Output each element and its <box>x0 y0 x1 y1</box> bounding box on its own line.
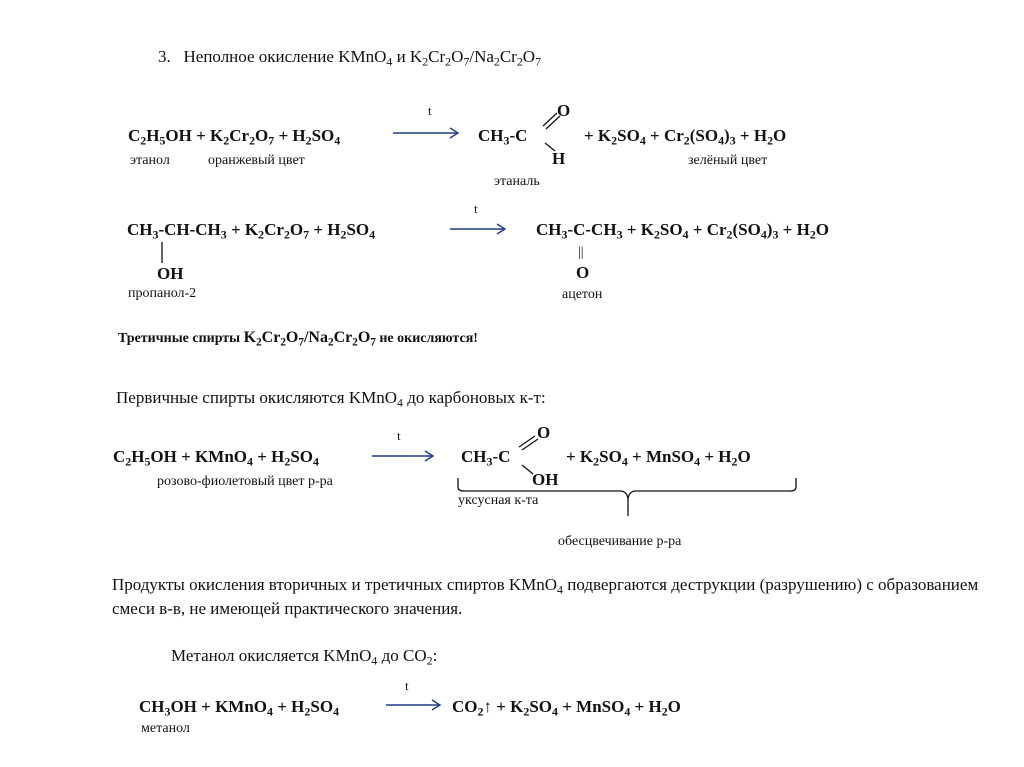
reaction4-products: $CO_2↑ + K_2SO_4$ + MnSO$_4$ + $H_2O$ <box>452 697 681 719</box>
reaction2-oh-group: OH <box>157 264 184 283</box>
primary-alcohols-heading: Первичные спирты окисляются KMnO$_4$ до карбоновых к-т: <box>116 388 546 410</box>
paragraph-secondary-tertiary: Продукты окисления вторичных и третичных спиртов KMnO$_4$ подвергаются деструкции (разрушению) с образованием смеси в-в, не имеющей практического значения. <box>112 575 979 618</box>
section-heading: 3. Неполное окисление KMnO$_4$ и $K_2Cr_2O_7/Na_2Cr_2O_7$ <box>158 47 542 69</box>
products-brace <box>458 478 796 499</box>
label-green-color: зелёный цвет <box>688 153 768 168</box>
reaction2-reactants: $CH_3-CH-CH_3 + K_2Cr_2O_7 + H_2SO_4$ <box>127 220 376 242</box>
reaction3-co-double-bond-b <box>522 439 538 450</box>
reaction3-acid-formula: $CH_3-C$ <box>461 447 511 469</box>
reaction1-aldehyde-h: H <box>552 149 566 168</box>
label-propanol-2: пропанол-2 <box>128 286 197 301</box>
reaction3-reactants: $C_2H_5OH$ + KMnO$_4$ + $H_2SO_4$ <box>113 447 319 469</box>
reaction2-condition-t: t <box>474 201 478 216</box>
reaction3-hydroxyl-oh: OH <box>532 470 559 489</box>
reaction1-products: + $K_2SO_4 + Cr_2(SO_4)_3 + H_2O$ <box>584 126 787 148</box>
reaction1-ethanal-formula: $CH_3-C$ <box>478 126 528 148</box>
reaction4-reactants: $CH_3OH$ + KMnO$_4$ + $H_2SO_4$ <box>139 697 340 719</box>
label-acetone: ацетон <box>562 287 603 302</box>
reaction3-carbonyl-o: O <box>537 423 551 442</box>
label-methanol: метанол <box>141 721 190 736</box>
reaction3-products: + $K_2SO_4$ + MnSO$_4$ + $H_2O$ <box>566 447 751 469</box>
methanol-heading: Метанол окисляется KMnO$_4$ до $CO_2$: <box>171 646 438 668</box>
label-decolorization: обесцвечивание р-ра <box>558 534 682 549</box>
label-orange-color: оранжевый цвет <box>208 153 305 168</box>
label-pink-violet-solution: розово-фиолетовый цвет р-ра <box>157 474 333 489</box>
reaction1-co-double-bond-b <box>546 116 560 129</box>
reaction1-reactants: $C_2H_5OH + K_2Cr_2O_7 + H_2SO_4$ <box>128 126 341 148</box>
reaction1-aldehyde-o: O <box>557 101 571 120</box>
label-ethanal: этаналь <box>494 174 540 189</box>
reaction3-co-double-bond-a <box>519 436 535 447</box>
label-acetic-acid: уксусная к-та <box>458 493 539 508</box>
note-tertiary-alcohols: Третичные спирты $K_2Cr_2O_7/Na_2Cr_2O_7$ не окисляются! <box>118 329 478 349</box>
reaction1-ch-bond <box>545 143 555 151</box>
reaction4-condition-t: t <box>405 678 409 693</box>
reaction1-co-double-bond-a <box>543 113 557 126</box>
reaction2-ketone-o: O <box>576 263 590 282</box>
reaction2-products: $CH_3-C-CH_3 + K_2SO_4 + Cr_2(SO_4)_3 + H_2O$ <box>536 220 830 242</box>
reaction2-double-bond: || <box>578 245 584 260</box>
label-ethanol: этанол <box>130 153 170 168</box>
reaction3-c-oh-bond <box>522 465 533 474</box>
reaction3-condition-t: t <box>397 428 401 443</box>
reaction1-condition-t: t <box>428 103 432 118</box>
